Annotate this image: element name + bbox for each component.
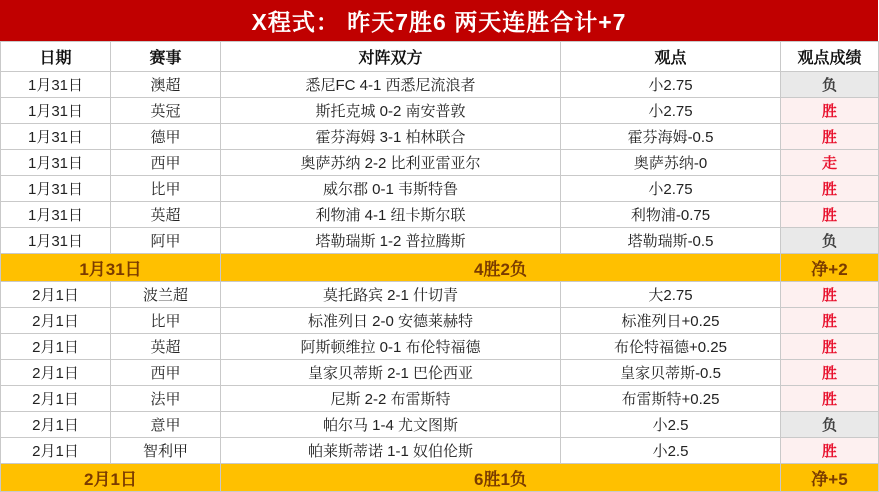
cell-date: 2月1日 [1,308,111,334]
cell-date: 1月31日 [1,150,111,176]
status-badge: 负 [781,412,879,438]
cell-match: 帕尔马 1-4 尤文图斯 [221,412,561,438]
table-row [1,282,879,308]
cell-view: 塔勒瑞斯-0.5 [561,228,781,254]
cell-view: 小2.5 [561,438,781,464]
status-badge: 胜 [781,124,879,150]
cell-match: 塔勒瑞斯 1-2 普拉腾斯 [221,228,561,254]
cell-date: 1月31日 [1,98,111,124]
table-row [1,202,879,228]
cell-view: 布伦特福德+0.25 [561,334,781,360]
cell-league: 智利甲 [111,438,221,464]
cell-match: 威尔郡 0-1 韦斯特鲁 [221,176,561,202]
cell-league: 阿甲 [111,228,221,254]
cell-match: 阿斯顿维拉 0-1 布伦特福德 [221,334,561,360]
page-title: X程式： 昨天7胜6 两天连胜合计+7 [0,0,878,41]
table-body [1,72,879,492]
cell-view: 小2.5 [561,412,781,438]
cell-date: 2月1日 [1,282,111,308]
summary-net: 净+2 [781,254,879,282]
cell-league: 法甲 [111,386,221,412]
cell-date: 2月1日 [1,360,111,386]
status-badge: 负 [781,228,879,254]
cell-match: 利物浦 4-1 纽卡斯尔联 [221,202,561,228]
summary-date: 1月31日 [1,254,221,282]
table-header-row [1,42,879,72]
cell-view: 标准列日+0.25 [561,308,781,334]
table-row [1,438,879,464]
cell-date: 1月31日 [1,72,111,98]
cell-league: 波兰超 [111,282,221,308]
cell-view: 布雷斯特+0.25 [561,386,781,412]
summary-record: 4胜2负 [221,254,781,282]
summary-date: 2月1日 [1,464,221,492]
cell-league: 意甲 [111,412,221,438]
cell-date: 1月31日 [1,228,111,254]
cell-date: 2月1日 [1,334,111,360]
table-row [1,412,879,438]
cell-view: 利物浦-0.75 [561,202,781,228]
cell-date: 2月1日 [1,412,111,438]
status-badge: 胜 [781,308,879,334]
cell-match: 斯托克城 0-2 南安普敦 [221,98,561,124]
cell-date: 2月1日 [1,438,111,464]
column-header-view: 观点 [561,42,781,72]
table-row [1,98,879,124]
summary-net: 净+5 [781,464,879,492]
cell-view: 大2.75 [561,282,781,308]
summary-row [1,464,879,492]
column-header-match: 对阵双方 [221,42,561,72]
cell-match: 尼斯 2-2 布雷斯特 [221,386,561,412]
status-badge: 胜 [781,334,879,360]
table-row [1,308,879,334]
cell-match: 帕莱斯蒂诺 1-1 奴伯伦斯 [221,438,561,464]
cell-view: 霍芬海姆-0.5 [561,124,781,150]
cell-match: 标准列日 2-0 安德莱赫特 [221,308,561,334]
status-badge: 胜 [781,98,879,124]
cell-date: 1月31日 [1,176,111,202]
cell-match: 皇家贝蒂斯 2-1 巴伦西亚 [221,360,561,386]
cell-view: 奥萨苏纳-0 [561,150,781,176]
status-badge: 胜 [781,360,879,386]
status-badge: 胜 [781,176,879,202]
table-row [1,72,879,98]
cell-view: 小2.75 [561,72,781,98]
results-table [0,41,879,492]
table-row [1,386,879,412]
cell-league: 西甲 [111,360,221,386]
cell-date: 1月31日 [1,124,111,150]
table-row [1,360,879,386]
cell-league: 比甲 [111,308,221,334]
cell-view: 小2.75 [561,98,781,124]
summary-record: 6胜1负 [221,464,781,492]
cell-view: 皇家贝蒂斯-0.5 [561,360,781,386]
column-header-league: 赛事 [111,42,221,72]
status-badge: 负 [781,72,879,98]
cell-league: 英超 [111,334,221,360]
table-row [1,228,879,254]
cell-league: 英冠 [111,98,221,124]
cell-league: 比甲 [111,176,221,202]
table-row [1,150,879,176]
column-header-date: 日期 [1,42,111,72]
status-badge: 走 [781,150,879,176]
cell-match: 莫托路宾 2-1 什切青 [221,282,561,308]
status-badge: 胜 [781,282,879,308]
table-row [1,176,879,202]
status-badge: 胜 [781,386,879,412]
cell-date: 1月31日 [1,202,111,228]
cell-match: 悉尼FC 4-1 西悉尼流浪者 [221,72,561,98]
cell-league: 西甲 [111,150,221,176]
summary-row [1,254,879,282]
cell-date: 2月1日 [1,386,111,412]
cell-match: 奥萨苏纳 2-2 比利亚雷亚尔 [221,150,561,176]
cell-league: 澳超 [111,72,221,98]
cell-match: 霍芬海姆 3-1 柏林联合 [221,124,561,150]
table-row [1,124,879,150]
table-row [1,334,879,360]
status-badge: 胜 [781,438,879,464]
cell-league: 德甲 [111,124,221,150]
cell-view: 小2.75 [561,176,781,202]
cell-league: 英超 [111,202,221,228]
status-badge: 胜 [781,202,879,228]
column-header-result: 观点成绩 [781,42,879,72]
